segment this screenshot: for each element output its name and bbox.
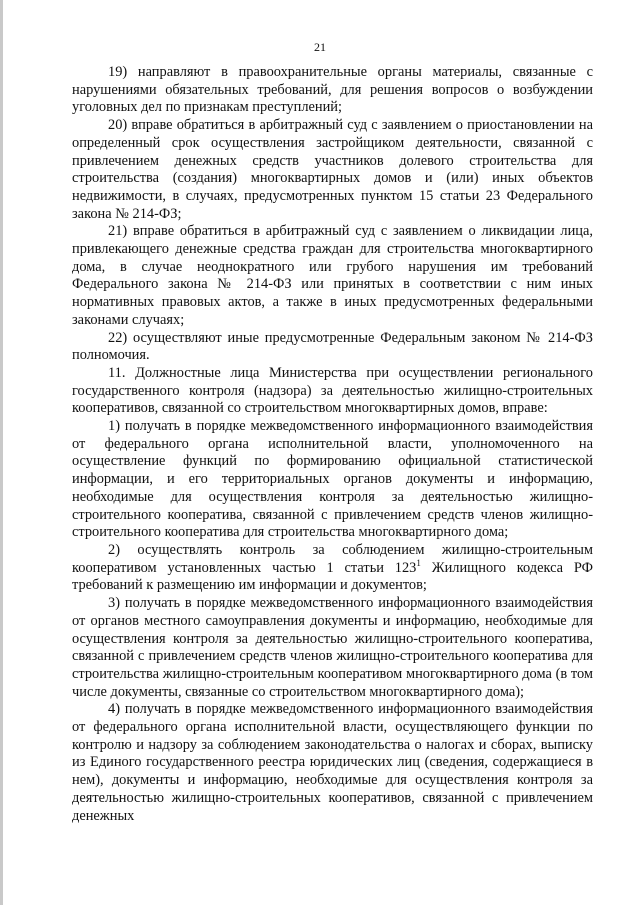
document-body xyxy=(72,64,593,825)
paragraph-item-22: 22) осуществляют иные предусмотренные Федеральным законом № 214-ФЗ полномочия. xyxy=(72,329,593,364)
paragraph-item-21: 21) вправе обратиться в арбитражный суд с заявлением о ликвидации лица, привлекающего денежные средства граждан для строительства многоквартирного дома, в случае неоднократного или грубого нарушения им требований Федерального закона № 214-ФЗ или принятых в соответствии с ним иных нормативных правовых актов, а также в иных предусмотренных федеральными законами случаях; xyxy=(72,223,593,328)
paragraph-subitem-4: 4) получать в порядке межведомственного информационного взаимодействия от федерального органа исполнительной власти, осуществляющего функции по контролю и надзору за соблюдением законодательства о налогах и сборах, выписку из Единого государственного реестра юридических лиц (сведения, содержащиеся в нем), документы и информацию, необходимые для осуществления контроля за деятельностью жилищно-строительных кооперативов, связанной с привлечением денежных xyxy=(72,701,593,824)
paragraph-subitem-3: 3) получать в порядке межведомственного информационного взаимодействия от органов местного самоуправления документы и информацию, необходимые для осуществления контроля за деятельностью жилищно-строительного кооператива, связанной с привлечением средств членов жилищно-строительного кооператива для строительства жилищно-строительным кооперативом многоквартирного дома (в том числе документы, связанные со строительством многоквартирного дома); xyxy=(72,595,593,700)
page-edge xyxy=(0,0,3,905)
paragraph-section-11: 11. Должностные лица Министерства при осуществлении регионального государственного контроля (надзора) за деятельностью жилищно-строительных кооперативов, связанной со строительством многоквартирных домов, вправе: xyxy=(72,364,593,417)
paragraph-item-19: 19) направляют в правоохранительные органы материалы, связанные с нарушениями обязательных требований, для решения вопросов о возбуждении уголовных дел по признакам преступлений; xyxy=(72,64,593,116)
paragraph-subitem-1: 1) получать в порядке межведомственного информационного взаимодействия от федерального органа исполнительной власти, уполномоченного на осуществление функций по формированию официальной статистической информации, и его территориальных органов документы и информацию, необходимые для осуществления контроля за деятельностью жилищно-строительного кооператива, связанной с привлечением средств членов жилищно-строительного кооператива для строительства многоквартирного дома; xyxy=(72,418,593,541)
subitem-2-text-after: Жилищного кодекса РФ требований к размещению им информации и документов; xyxy=(72,559,593,594)
article-superscript: 1 xyxy=(416,557,421,568)
paragraph-subitem-2 xyxy=(72,542,593,595)
subitem-2-text-before: 2) осуществлять контроль за соблюдением жилищно-строительным кооперативом установленных частью 1 статьи 123 xyxy=(72,541,593,576)
paragraph-item-20: 20) вправе обратиться в арбитражный суд с заявлением о приостановлении на определенный срок осуществления застройщиком деятельности, связанной с привлечением денежных средств участников долевого строительства для строительства (создания) многоквартирных домов и (или) иных объектов недвижимости, в случаях, предусмотренных пунктом 15 статьи 23 Федерального закона № 214-ФЗ; xyxy=(72,117,593,222)
page-number: 21 xyxy=(314,40,326,54)
